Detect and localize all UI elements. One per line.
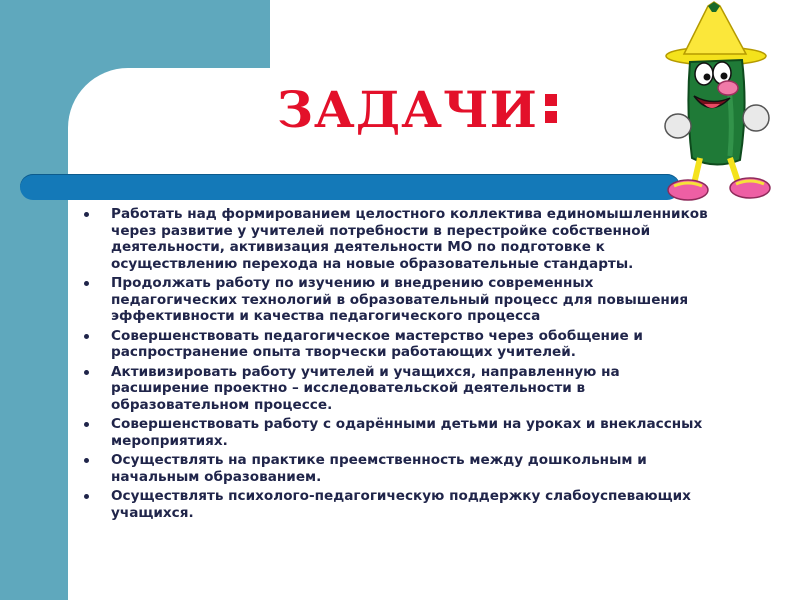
list-item <box>80 206 720 272</box>
task-text: Активизировать работу учителей и учащихся, направленную на расширение проектно – исследовательской деятельности в образовательном процессе. <box>111 363 620 413</box>
list-item <box>80 416 720 449</box>
bullet-icon <box>84 494 89 499</box>
bullet-icon <box>84 281 89 286</box>
list-item <box>80 328 720 361</box>
list-item <box>80 275 720 325</box>
task-text: Совершенствовать работу с одарёнными детьми на уроках и внеклассных мероприятиях. <box>111 416 703 449</box>
colon-dot-bottom <box>545 111 557 123</box>
list-item <box>80 452 720 485</box>
list-item <box>80 488 720 521</box>
title-colon-icon <box>542 87 560 127</box>
bullet-icon <box>84 334 89 339</box>
background-teal-strip <box>0 68 68 600</box>
pencil-character-icon <box>664 0 800 210</box>
task-list <box>80 206 720 524</box>
task-text: Осуществлять на практике преемственность между дошкольным и начальным образованием. <box>111 452 647 485</box>
bullet-icon <box>84 370 89 375</box>
colon-dot-top <box>545 94 557 106</box>
bullet-icon <box>84 458 89 463</box>
bullet-icon <box>84 422 89 427</box>
task-text: Работать над формированием целостного коллектива единомышленников через развитие у учителей потребности в перестройке собственной деятельности, активизация деятельности МО по подготовке к осуществлению перехода на новые образовательные стандарты. <box>111 206 708 272</box>
title-divider-bar <box>20 174 680 200</box>
task-text: Осуществлять психолого-педагогическую поддержку слабоуспевающих учащихся. <box>111 488 691 521</box>
task-text: Совершенствовать педагогическое мастерство через обобщение и распространение опыта творчески работающих учителей. <box>111 327 643 360</box>
task-text: Продолжать работу по изучению и внедрению современных педагогических технологий в образовательный процесс для повышения эффективности и качества педагогического процесса <box>111 275 689 324</box>
slide-title-text: ЗАДАЧИ <box>277 80 538 139</box>
slide-title <box>277 80 560 139</box>
bullet-icon <box>84 212 89 217</box>
list-item <box>80 364 720 414</box>
corner-round <box>68 68 188 188</box>
